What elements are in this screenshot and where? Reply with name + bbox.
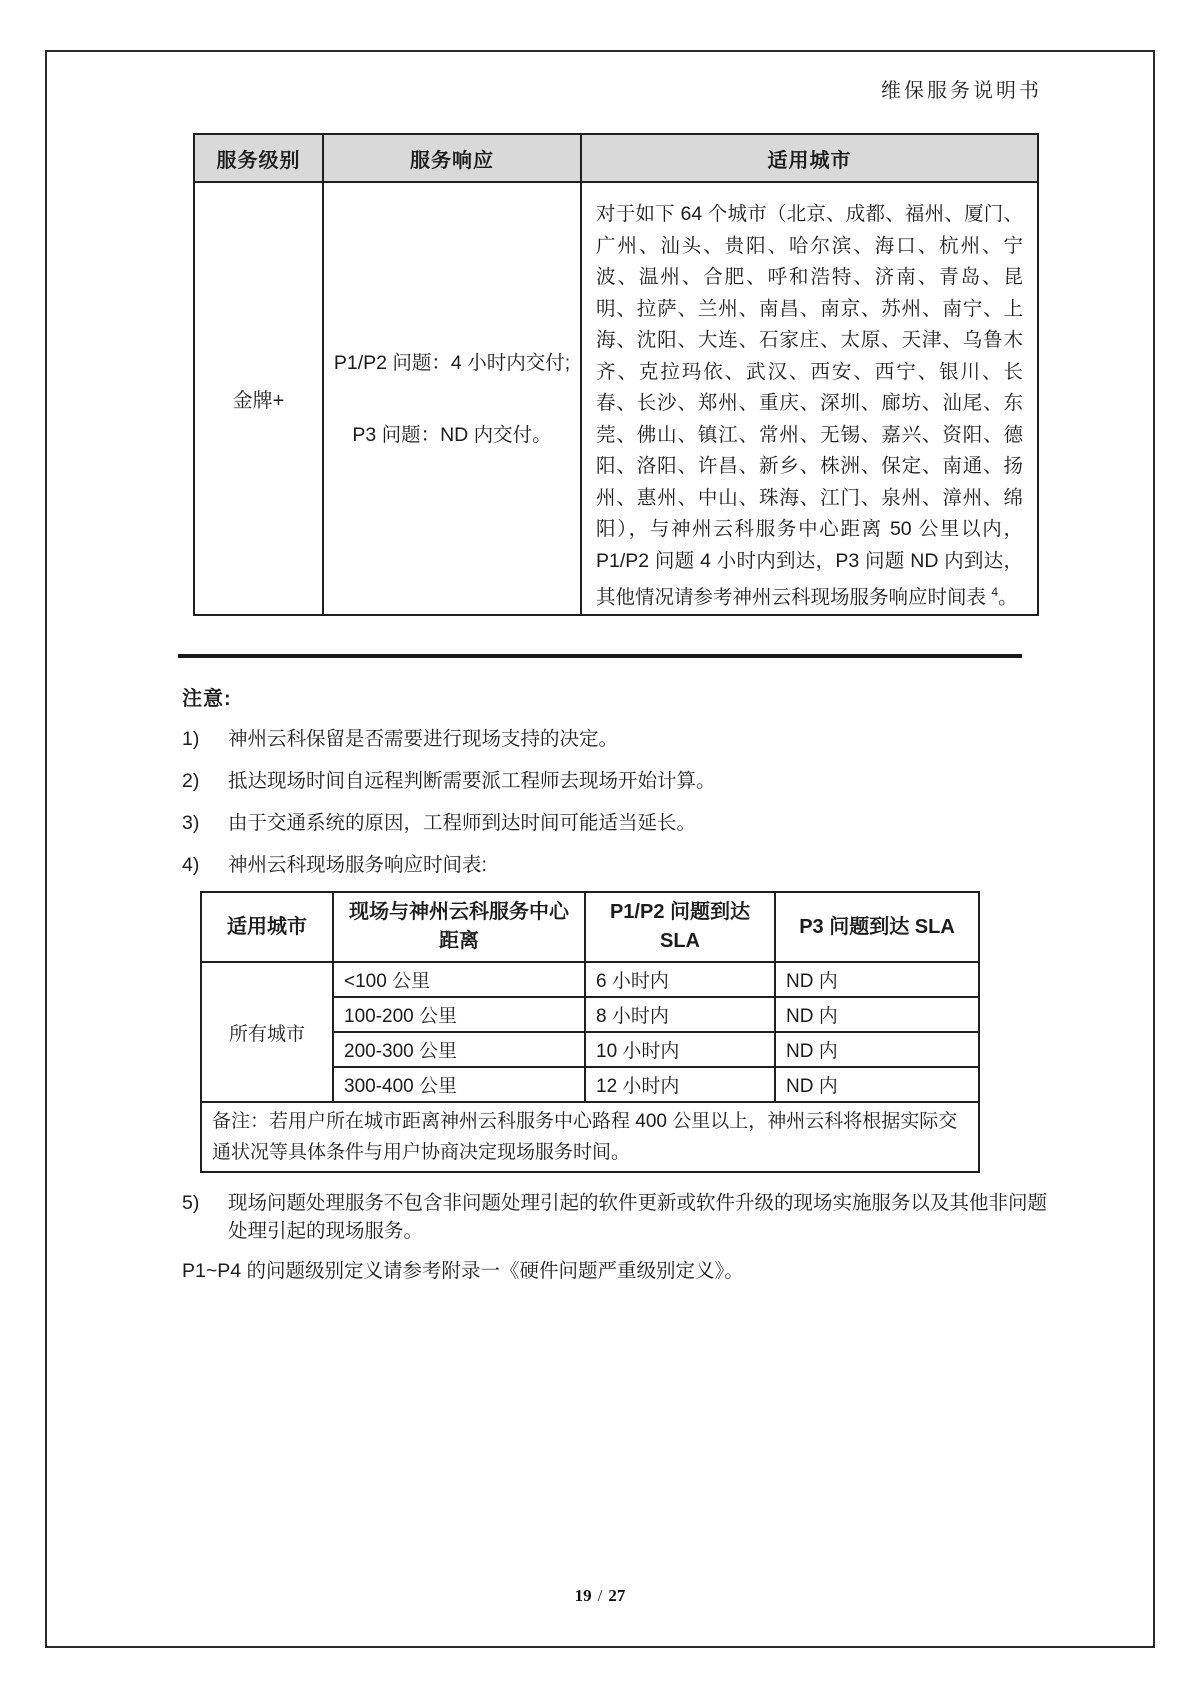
table-row xyxy=(201,962,979,997)
closing-note: P1~P4 的问题级别定义请参考附录一《硬件问题严重级别定义》。 xyxy=(182,1260,744,1282)
response-time-header-row xyxy=(201,892,979,962)
note-number: 5) xyxy=(182,1192,200,1214)
document-header-title: 维保服务说明书 xyxy=(881,80,1042,102)
p12-sla-cell: 8 小时内 xyxy=(585,997,775,1032)
page-number-separator: / xyxy=(597,1586,603,1605)
distance-cell: 100-200 公里 xyxy=(333,997,585,1032)
note-item-5 xyxy=(182,1189,1054,1245)
column-header-applicable-cities: 适用城市 xyxy=(581,134,1038,182)
cities-paragraph: 对于如下 64 个城市（北京、成都、福州、厦门、广州、汕头、贵阳、哈尔滨、海口、杭州、宁波、温州、合肥、呼和浩特、济南、青岛、昆明、拉萨、兰州、南昌、南京、苏州、南宁、上海、沈阳、大连、石家庄、太原、天津、乌鲁木齐、克拉玛依、武汉、西安、西宁、银川、长春、长沙、郑州、重庆、深圳、廊坊、汕尾、东莞、佛山、镇江、常州、无锡、嘉兴、资阳、德阳、洛阳、许昌、新乡、株洲、保定、南通、扬州、惠州、中山、珠海、江门、泉州、漳州、绵阳），与神州云科服务中心距离 50 公里以内，P1/P2 问题 4 小时内到达，P3 问题 ND 内到达，其他情况请参考神州云科现场服务响应时间表 xyxy=(596,203,1023,609)
column-header-city-scope: 适用城市 xyxy=(201,892,333,962)
note-number: 3) xyxy=(182,812,200,834)
city-scope-cell: 所有城市 xyxy=(201,962,333,1102)
column-header-service-level: 服务级别 xyxy=(194,134,323,182)
column-header-service-response: 服务响应 xyxy=(323,134,581,182)
p12-sla-cell: 12 小时内 xyxy=(585,1067,775,1102)
note-number: 1) xyxy=(182,728,200,750)
response-time-table xyxy=(200,891,980,1173)
note-text: 神州云科现场服务响应时间表: xyxy=(228,854,487,876)
cities-paragraph-end: 。 xyxy=(998,586,1018,609)
page-number-total: 27 xyxy=(608,1586,626,1605)
column-header-distance: 现场与神州云科服务中心距离 xyxy=(333,892,585,962)
column-header-p3-sla: P3 问题到达 SLA xyxy=(775,892,979,962)
notes-title: 注意: xyxy=(182,688,232,710)
note-number: 2) xyxy=(182,770,200,792)
section-divider-rule xyxy=(178,654,1022,658)
service-level-table xyxy=(193,133,1039,616)
distance-cell: <100 公里 xyxy=(333,962,585,997)
note-text: 由于交通系统的原因，工程师到达时间可能适当延长。 xyxy=(228,812,697,834)
p12-sla-cell: 10 小时内 xyxy=(585,1032,775,1067)
p3-sla-cell: ND 内 xyxy=(775,997,979,1032)
service-response-cell xyxy=(323,182,581,615)
service-table-body-row xyxy=(194,182,1038,615)
p3-sla-cell: ND 内 xyxy=(775,962,979,997)
remark-row xyxy=(201,1102,979,1172)
page-footer xyxy=(0,1586,1200,1606)
p3-sla-cell: ND 内 xyxy=(775,1067,979,1102)
note-item-3 xyxy=(182,809,1054,837)
note-item-2 xyxy=(182,767,1054,795)
response-p3-line: P3 问题：ND 内交付。 xyxy=(352,423,552,446)
page-number-current: 19 xyxy=(574,1586,592,1605)
p3-sla-cell: ND 内 xyxy=(775,1032,979,1067)
p12-sla-cell: 6 小时内 xyxy=(585,962,775,997)
column-header-p12-sla: P1/P2 问题到达 SLA xyxy=(585,892,775,962)
note-item-1 xyxy=(182,725,1054,753)
remark-cell: 备注：若用户所在城市距离神州云科服务中心路程 400 公里以上，神州云科将根据实际交通状况等具体条件与用户协商决定现场服务时间。 xyxy=(201,1102,979,1172)
note-item-4 xyxy=(182,851,1054,879)
note-text: 现场问题处理服务不包含非问题处理引起的软件更新或软件升级的现场实施服务以及其他非问题处理引起的现场服务。 xyxy=(228,1192,1048,1242)
notes-section xyxy=(182,682,1054,1285)
note-number: 4) xyxy=(182,854,200,876)
applicable-cities-cell xyxy=(581,182,1038,615)
note-text: 神州云科保留是否需要进行现场支持的决定。 xyxy=(228,728,619,750)
note-text: 抵达现场时间自远程判断需要派工程师去现场开始计算。 xyxy=(228,770,716,792)
service-level-cell: 金牌+ xyxy=(194,182,323,615)
distance-cell: 200-300 公里 xyxy=(333,1032,585,1067)
service-table-header-row xyxy=(194,134,1038,182)
distance-cell: 300-400 公里 xyxy=(333,1067,585,1102)
response-p12-line: P1/P2 问题：4 小时内交付; xyxy=(333,351,571,374)
footnote-reference: 4 xyxy=(991,585,999,599)
